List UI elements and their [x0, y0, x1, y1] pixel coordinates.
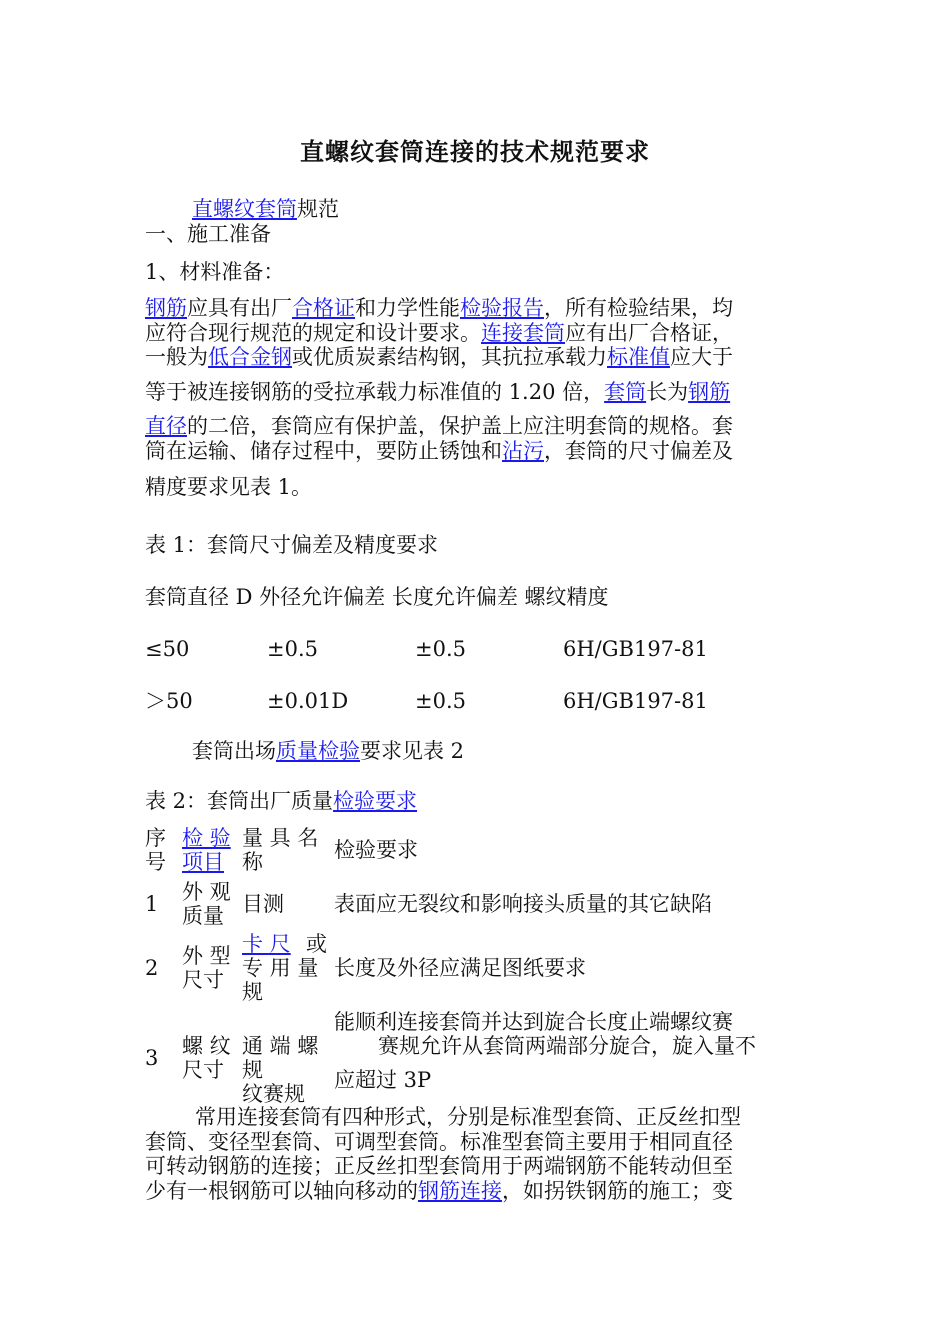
section-heading: 一、施工准备 — [145, 222, 271, 246]
inline-text: 应有出厂合格证， — [565, 320, 733, 345]
inline-text: 等于被连接钢筋的受拉承载力标准值的 1.20 倍， — [145, 379, 605, 404]
row3-item-b: 尺寸 — [182, 1058, 224, 1082]
cell-thread-precision: 6H/GB197-81 — [563, 689, 708, 713]
cell-outer-tolerance: ±0.01D — [267, 689, 349, 713]
inline-text: ，套筒的尺寸偏差及 — [544, 438, 733, 463]
row3-tool — [242, 1034, 334, 1106]
cell-length-tolerance: ±0.5 — [415, 637, 466, 661]
table2-intro-post: 要求见表 2 — [360, 739, 465, 763]
row3-tool-a: 通 端 螺规 — [242, 1034, 319, 1082]
cell-diameter: ＞50 — [145, 689, 193, 713]
row1-requirement: 表面应无裂纹和影响接头质量的其它缺陷 — [334, 892, 712, 916]
table1-header: 套筒直径 D 外径允许偏差 长度允许偏差 螺纹精度 — [145, 585, 609, 609]
para1-line — [145, 475, 807, 500]
row2-item — [182, 944, 240, 992]
inline-text: 少有一根钢筋可以轴向移动的 — [145, 1178, 418, 1203]
inline-text: 应大于 — [670, 345, 733, 369]
header-tool-a: 量 具 名 — [242, 826, 319, 850]
link-inspection-item-b[interactable]: 项目 — [182, 850, 224, 874]
inline-link[interactable]: 钢筋连接 — [418, 1178, 502, 1203]
row3-requirement — [334, 1010, 810, 1092]
paragraph-sleeve-types — [145, 1105, 807, 1203]
row2-tool-or: 或 — [306, 932, 327, 956]
para2-line — [145, 1154, 807, 1179]
para1-line — [145, 296, 807, 321]
inline-link[interactable]: 钢筋 — [145, 296, 187, 320]
table2-intro — [192, 738, 464, 764]
inline-link[interactable]: 标准值 — [607, 345, 670, 369]
header-requirement: 检验要求 — [334, 838, 418, 862]
header-no-a: 序 — [145, 826, 166, 850]
inline-text: 应具有出厂 — [187, 296, 292, 320]
inline-link[interactable]: 检验报告 — [460, 296, 544, 320]
link-straight-thread-sleeve[interactable]: 直螺纹套筒 — [192, 197, 297, 221]
row3-req-c: 应超过 3P — [334, 1068, 432, 1092]
table2-caption — [145, 788, 417, 814]
header-no-b: 号 — [145, 850, 166, 874]
inline-text: 筒在运输、储存过程中，要防止锈蚀和 — [145, 438, 502, 463]
para1-line — [145, 345, 807, 370]
row3-req-b: 赛规允许从套筒两端部分旋合，旋入量不 — [378, 1034, 756, 1058]
table2-intro-pre: 套筒出场 — [192, 739, 276, 763]
para2-line — [145, 1130, 807, 1155]
inline-text: ，所有检验结果，均 — [544, 296, 733, 320]
inline-link[interactable]: 套筒 — [604, 379, 647, 404]
row3-no: 3 — [145, 1046, 159, 1070]
row1-item-b: 质量 — [182, 904, 224, 928]
para2-line — [145, 1105, 807, 1130]
inline-text: 长为 — [646, 379, 689, 404]
header-no — [145, 826, 169, 874]
inline-text: 套筒、变径型套筒、可调型套筒。标准型套筒主要用于相同直径 — [145, 1129, 733, 1154]
paragraph-materials — [145, 296, 807, 500]
inline-text: 常用连接套筒有四种形式，分别是标准型套筒、正反丝扣型 — [195, 1105, 741, 1129]
row2-item-b: 尺寸 — [182, 968, 224, 992]
cell-length-tolerance: ±0.5 — [415, 689, 466, 713]
header-tool-b: 称 — [242, 850, 263, 874]
row2-tool-b: 专 用 量 — [242, 956, 319, 980]
para2-line — [145, 1179, 807, 1204]
row2-tool — [242, 932, 334, 1004]
row2-item-a: 外 型 — [182, 944, 231, 968]
row1-no: 1 — [145, 892, 159, 916]
inline-link[interactable]: 连接套筒 — [481, 320, 565, 345]
cell-diameter: ≤50 — [145, 637, 190, 661]
cell-thread-precision: 6H/GB197-81 — [563, 637, 708, 661]
inline-link[interactable]: 直径 — [145, 414, 187, 438]
subsection-heading: 1、材料准备： — [145, 260, 285, 284]
table2-caption-text: 表 2：套筒出厂质量 — [145, 789, 334, 813]
row3-req-a: 能顺利连接套筒并达到旋合长度止端螺纹赛 — [334, 1010, 733, 1034]
intro-line — [192, 196, 339, 222]
row3-tool-b: 纹赛规 — [242, 1082, 305, 1106]
inline-link[interactable]: 沾污 — [502, 438, 544, 463]
inline-text: 或优质炭素结构钢，其抗拉承载力 — [292, 345, 607, 369]
row1-item — [182, 880, 240, 928]
cell-outer-tolerance: ±0.5 — [267, 637, 318, 661]
link-inspection-item-a[interactable]: 检 验 — [182, 826, 231, 850]
intro-text: 规范 — [297, 197, 339, 221]
para1-line — [145, 439, 807, 464]
inline-text: ，如拐铁钢筋的施工；变 — [502, 1178, 733, 1203]
inline-text: 的二倍，套筒应有保护盖，保护盖上应注明套筒的规格。套 — [187, 414, 733, 438]
link-quality-inspection[interactable]: 质量检验 — [276, 739, 360, 763]
inline-link[interactable]: 钢筋 — [688, 379, 731, 404]
link-caliper[interactable]: 卡 尺 — [242, 932, 291, 956]
inline-text: 应符合现行规范的规定和设计要求。 — [145, 320, 481, 345]
para1-line — [145, 414, 807, 439]
inline-text: 可转动钢筋的连接；正反丝扣型套筒用于两端钢筋不能转动但至 — [145, 1154, 733, 1178]
row3-item-a: 螺 纹 — [182, 1034, 231, 1058]
header-item — [182, 826, 240, 874]
row2-tool-c: 规 — [242, 980, 263, 1004]
inline-text: 和力学性能 — [355, 296, 460, 320]
header-tool — [242, 826, 330, 874]
inline-text: 一般为 — [145, 345, 208, 369]
link-inspection-requirements[interactable]: 检验要求 — [333, 789, 418, 813]
table1-caption: 表 1：套筒尺寸偏差及精度要求 — [145, 533, 439, 557]
row2-requirement: 长度及外径应满足图纸要求 — [334, 956, 586, 980]
page-title: 直螺纹套筒连接的技术规范要求 — [300, 137, 650, 166]
para1-line — [145, 380, 807, 405]
para1-line — [145, 321, 807, 346]
row1-tool: 目测 — [242, 892, 284, 916]
row2-no: 2 — [145, 956, 159, 980]
inline-text: 精度要求见表 1。 — [145, 475, 313, 499]
row1-item-a: 外 观 — [182, 880, 231, 904]
inline-link[interactable]: 合格证 — [292, 296, 355, 320]
row3-item — [182, 1034, 240, 1082]
inline-link[interactable]: 低合金钢 — [208, 345, 292, 369]
